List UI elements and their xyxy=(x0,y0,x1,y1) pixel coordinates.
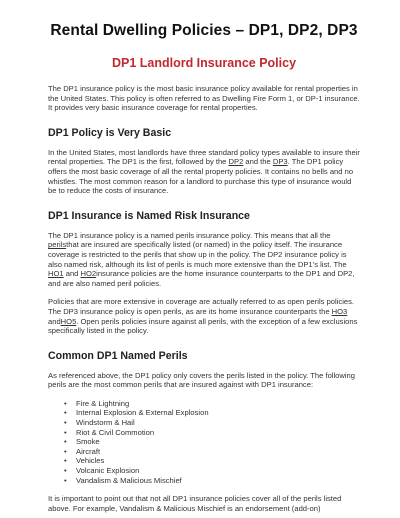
peril-label: Aircraft xyxy=(76,446,101,456)
intro-paragraph: The DP1 insurance policy is the most basic insurance policy available for rental properties in the United States. This policy is often referred to as Dwelling Fire Form 1, or DP-1 insurance. It provides very basic insurance coverage for rental properties. xyxy=(48,84,360,113)
text-run: In the United States, most landlords have three standard policy types available to insure their rental properties. The DP1 is the first, followed by the xyxy=(48,147,360,167)
section-basic-paragraph xyxy=(48,148,360,196)
list-item xyxy=(64,466,360,476)
text-run: and the xyxy=(243,157,273,167)
peril-label: Fire & Lightning xyxy=(76,398,130,408)
peril-label: Vandalism & Malicious Mischief xyxy=(76,475,182,485)
text-run: The DP1 insurance policy is a named perils insurance policy. This means that all the xyxy=(48,230,331,240)
peril-label: Volcanic Explosion xyxy=(76,466,140,476)
bullet-icon: • xyxy=(64,475,67,485)
bullet-icon: • xyxy=(64,446,67,456)
dp2-link[interactable]: DP2 xyxy=(228,157,244,167)
ho3-link[interactable]: HO3 xyxy=(331,306,348,316)
perils-list xyxy=(48,399,360,485)
bullet-icon: • xyxy=(64,427,67,437)
document-subtitle: DP1 Landlord Insurance Policy xyxy=(111,56,297,70)
list-item xyxy=(64,427,360,438)
perils-link[interactable]: perils xyxy=(48,240,67,250)
section-heading-named-risk: DP1 Insurance is Named Risk Insurance xyxy=(48,209,250,222)
document-title: Rental Dwelling Policies – DP1, DP2, DP3 xyxy=(50,22,358,39)
text-run: . Open perils policies insure against all perils, with the exception of a few exclusions specifically listed in the policy. xyxy=(48,316,358,336)
peril-label: Internal Explosion & External Explosion xyxy=(76,408,209,418)
text-run: that are insured are specifically listed (or named) in the policy itself. The insurance coverage is restricted to the perils that show up in the policy. The DP2 insurance policy is also named risk, although its list of perils is much more extensive than the DP1’s list. The xyxy=(48,240,347,269)
list-item xyxy=(64,475,360,486)
bullet-icon: • xyxy=(64,398,67,408)
list-item xyxy=(64,446,360,457)
peril-label: Vehicles xyxy=(76,456,105,466)
dp3-link[interactable]: DP3 xyxy=(272,157,288,167)
closing-paragraph: It is important to point out that not all DP1 insurance policies cover all of the perils listed above. For example, Vandalism & Malicious Mischief is an endorsement (add-on) xyxy=(48,494,342,513)
list-item xyxy=(64,408,360,418)
list-item xyxy=(64,418,360,428)
bullet-icon: • xyxy=(64,408,67,418)
bullet-icon: • xyxy=(64,456,67,466)
bullet-icon: • xyxy=(64,418,67,428)
peril-label: Smoke xyxy=(76,437,100,447)
text-run: and xyxy=(63,269,81,279)
bullet-icon: • xyxy=(64,466,67,476)
section-named-risk-paragraph-1 xyxy=(48,231,360,289)
list-item xyxy=(64,437,360,447)
ho2-link[interactable]: HO2 xyxy=(80,269,97,279)
peril-label: Windstorm & Hail xyxy=(76,418,135,428)
text-run: and xyxy=(48,316,61,326)
section-heading-named-perils: Common DP1 Named Perils xyxy=(48,349,188,362)
section-heading-basic: DP1 Policy is Very Basic xyxy=(48,126,172,139)
list-item xyxy=(64,456,360,466)
ho5-link[interactable]: HO5 xyxy=(60,316,77,326)
section-named-risk-paragraph-2 xyxy=(48,297,360,335)
text-run: . The DP1 policy offers the most basic coverage of all the rental property policies. It contains no bells and no whistles. The most common reason for a landlord to purchase this type of insurance would be to reduce the costs of insurance. xyxy=(48,157,354,196)
section-named-perils-paragraph: As referenced above, the DP1 policy only covers the perils listed in the policy. The following perils are the most common perils that are insured against with DP1 insurance: xyxy=(48,370,356,390)
list-item xyxy=(64,398,360,409)
text-run: insurance policies are the home insurance counterparts to the DP1 and DP2, and are also named peril policies. xyxy=(48,269,355,288)
ho1-link[interactable]: HO1 xyxy=(48,269,64,279)
text-run: Policies that are more extensive in coverage are actually referred to as open perils policies. The DP3 insurance policy is open perils, as are its home insurance counterparts the xyxy=(48,297,355,316)
bullet-icon: • xyxy=(64,437,67,447)
peril-label: Riot & Civil Commotion xyxy=(76,427,155,437)
